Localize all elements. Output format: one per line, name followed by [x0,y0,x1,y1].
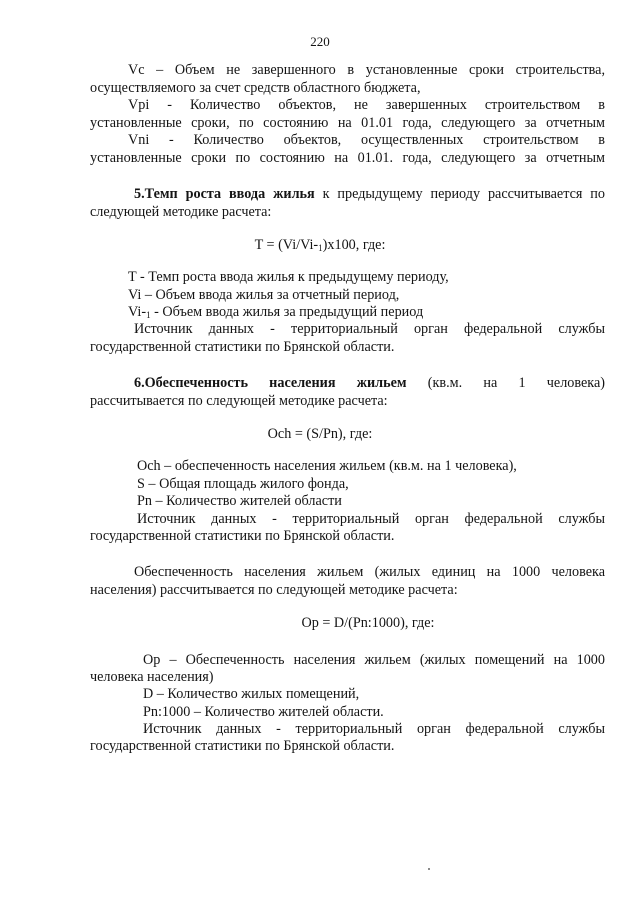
provision-paragraph-cont: населения) рассчитывается по следующей методике расчета: [90,582,458,598]
formula-och: Och = (S/Pn), где: [267,426,373,442]
definition-vi-1-text: - Объем ввода жилья за предыдущий период [150,304,424,320]
scan-speck [428,868,430,870]
definition-pn: Pn – Количество жителей области [137,493,342,509]
definition-vni-cont: установленные сроки по состоянию на 01.01. года, следующего за отчетным [90,150,605,166]
definition-vpi: Vpi - Количество объектов, не завершенных строительством в [128,97,605,113]
source-note-3-cont: государственной статистики по Брянской области. [90,738,395,754]
formula-t-subscript: 1 [318,243,323,253]
formula-t [0,236,640,254]
page-number: 220 [310,34,330,49]
formula-op: Op = D/(Pn:1000), где: [301,615,435,631]
provision-paragraph: Обеспеченность населения жильем (жилых единиц на 1000 человека [134,564,605,580]
source-note-3: Источник данных - территориальный орган федеральной службы [143,721,605,737]
definition-d: D – Количество жилых помещений, [143,686,360,702]
source-note-2: Источник данных - территориальный орган федеральной службы [137,511,605,527]
definition-op: Op – Обеспеченность населения жильем (жилых помещений на 1000 [143,652,605,668]
definition-s: S – Общая площадь жилого фонда, [137,476,349,492]
section-6-heading [134,374,605,392]
definition-op-cont: человека населения) [90,669,214,685]
section-6-intro-cont: рассчитывается по следующей методике расчета: [90,393,388,409]
section-6-intro: (кв.м. на 1 человека) [406,375,605,391]
definition-vc: Vc – Объем не завершенного в установленные сроки строительства, [128,62,605,78]
source-note-2-cont: государственной статистики по Брянской области. [90,528,395,544]
definition-vi-1-subscript: 1 [146,310,151,320]
source-note-1-cont: государственной статистики по Брянской области. [90,339,395,355]
definition-och: Och – обеспеченность населения жильем (кв.м. на 1 человека), [137,458,517,474]
section-6-title: 6.Обеспеченность населения жильем [134,375,407,391]
section-5-intro: к предыдущему периоду рассчитывается по [314,186,605,202]
definition-vi-1-symbol: Vi- [128,304,147,320]
definition-pn-1000: Pn:1000 – Количество жителей области. [143,704,384,720]
definition-vi-1 [128,303,640,321]
section-5-title: 5.Темп роста ввода жилья [134,186,315,202]
formula-t-right: )x100, где: [322,237,386,253]
source-note-1: Источник данных - территориальный орган федеральной службы [134,321,605,337]
section-5-heading [134,185,605,203]
formula-t-left: T = (Vi/Vi- [254,237,319,253]
definition-vi: Vi – Объем ввода жилья за отчетный период, [128,287,400,303]
section-5-intro-cont: следующей методике расчета: [90,204,272,220]
definition-vpi-cont: установленные сроки, по состоянию на 01.01 года, следующего за отчетным [90,115,605,131]
definition-vni: Vni - Количество объектов, осуществленных строительством в [128,132,605,148]
definition-vc-cont: осуществляемого за счет средств областного бюджета, [90,80,421,96]
definition-t: T - Темп роста ввода жилья к предыдущему периоду, [128,269,449,285]
